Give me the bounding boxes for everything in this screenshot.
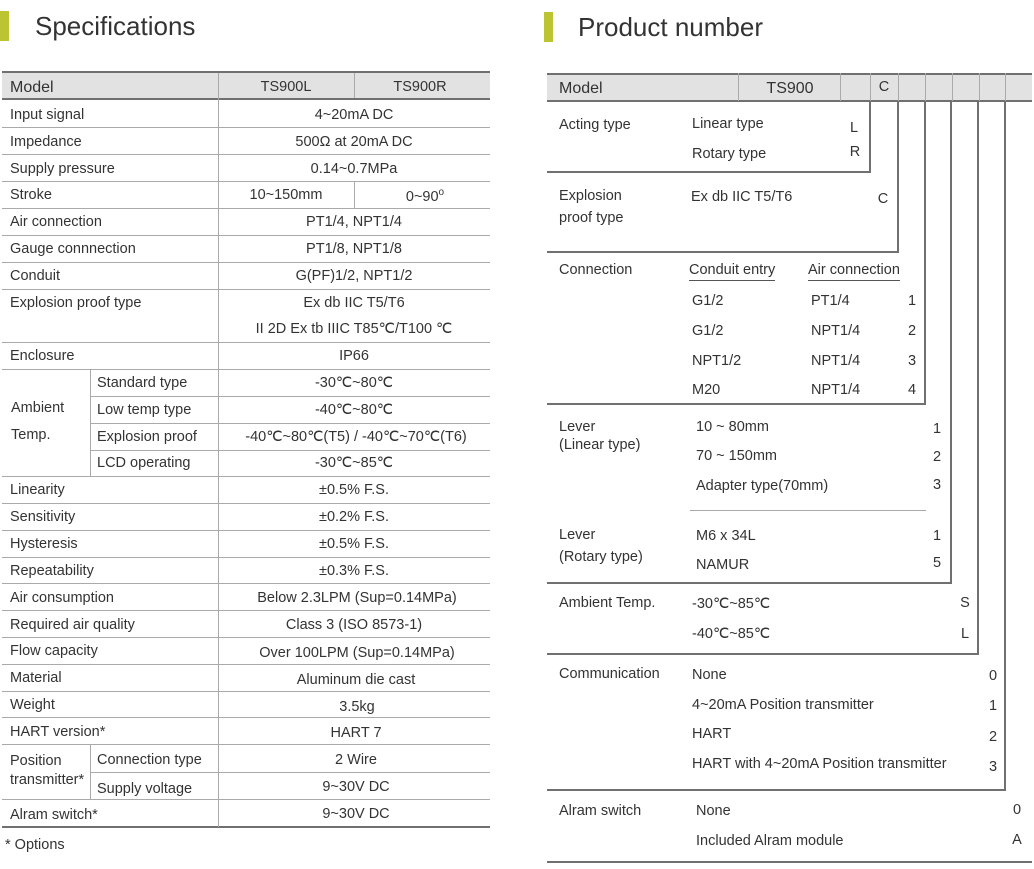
spec-value: ±0.5% F.S. bbox=[318, 482, 390, 498]
pn-option: HART with 4~20mA Position transmitter bbox=[692, 756, 947, 772]
spec-value: PT1/4, NPT1/4 bbox=[306, 214, 402, 230]
spec-header-bottom bbox=[2, 98, 490, 100]
row-divider bbox=[2, 637, 490, 638]
pn-model-label: Model bbox=[559, 80, 603, 97]
spec-label: Material bbox=[10, 670, 62, 686]
pn-section-label: Lever bbox=[559, 527, 596, 543]
pn-option: -40℃~85℃ bbox=[692, 626, 771, 642]
pn-header-divider bbox=[952, 73, 953, 101]
col-divider bbox=[354, 73, 355, 98]
row-divider bbox=[2, 181, 490, 182]
pn-title-bar bbox=[544, 12, 553, 42]
spec-value: PT1/8, NPT1/8 bbox=[306, 241, 402, 257]
pn-code: C bbox=[877, 191, 889, 207]
pn-section-label: (Linear type) bbox=[559, 437, 641, 453]
spec-label: Required air quality bbox=[10, 617, 135, 633]
spec-label: Air connection bbox=[10, 214, 102, 230]
connector-connection bbox=[924, 101, 926, 404]
spec-value: Over 100LPM (Sup=0.14MPa) bbox=[259, 645, 455, 661]
position-sub-label: Connection type bbox=[97, 752, 202, 768]
spec-label: Repeatability bbox=[10, 563, 94, 579]
connector-acting bbox=[869, 101, 871, 172]
spec-value: -30℃~85℃ bbox=[314, 455, 394, 471]
connector-ambient bbox=[977, 101, 979, 654]
row-divider bbox=[90, 772, 490, 773]
connector-explosion-base bbox=[547, 251, 899, 253]
spec-label: Air consumption bbox=[10, 590, 114, 606]
pn-header-divider bbox=[898, 73, 899, 101]
spec-value: Aluminum die cast bbox=[296, 672, 416, 688]
connector-communication-base bbox=[547, 789, 1006, 791]
connector-communication bbox=[1004, 101, 1006, 790]
spec-value: -40℃~80℃ bbox=[314, 402, 394, 418]
col-divider bbox=[90, 369, 91, 476]
pn-code: 3 bbox=[932, 477, 942, 493]
spec-label: Impedance bbox=[10, 134, 82, 150]
pn-code: 1 bbox=[907, 293, 917, 309]
row-divider bbox=[2, 208, 490, 209]
col-divider bbox=[354, 181, 355, 208]
spec-value: 9~30V DC bbox=[322, 779, 390, 795]
pn-option: Rotary type bbox=[692, 146, 767, 162]
spec-value: 9~30V DC bbox=[322, 806, 390, 822]
row-divider bbox=[2, 610, 490, 611]
row-divider bbox=[2, 717, 490, 718]
pn-section-label: (Rotary type) bbox=[559, 549, 643, 565]
pn-code: L bbox=[960, 626, 970, 642]
spec-value: Class 3 (ISO 8573-1) bbox=[285, 617, 423, 633]
pn-title: Product number bbox=[578, 12, 763, 42]
ambient-label: Ambient bbox=[11, 400, 65, 416]
row-divider bbox=[2, 744, 490, 745]
spec-label: Input signal bbox=[10, 107, 85, 123]
conduit-entry-header: Conduit entry bbox=[689, 263, 775, 281]
pn-code: 1 bbox=[932, 528, 942, 544]
pn-option: Included Alram module bbox=[696, 833, 844, 849]
connector-ambient-base bbox=[547, 653, 979, 655]
spec-value: 4~20mA DC bbox=[314, 107, 394, 123]
row-divider bbox=[2, 342, 490, 343]
pn-code: R bbox=[849, 144, 861, 160]
pn-option: 70 ~ 150mm bbox=[696, 448, 778, 464]
pn-section-label: Connection bbox=[559, 262, 633, 278]
spec-label: Conduit bbox=[10, 268, 60, 284]
connector-acting-base bbox=[547, 171, 871, 173]
spec-label: HART version* bbox=[10, 724, 106, 740]
ambient-sub-label: Low temp type bbox=[97, 402, 192, 418]
pn-code: 1 bbox=[988, 698, 998, 714]
row-divider bbox=[2, 799, 490, 800]
row-divider bbox=[2, 476, 490, 477]
spec-label: Alram switch* bbox=[10, 807, 98, 823]
pn-option: NAMUR bbox=[696, 557, 750, 573]
pn-option: NPT1/4 bbox=[811, 323, 861, 339]
connector-explosion bbox=[897, 101, 899, 252]
pn-header-divider bbox=[738, 73, 739, 101]
position-label: Position bbox=[10, 753, 62, 769]
pn-section-label: Lever bbox=[559, 419, 596, 435]
ambient-label: Temp. bbox=[11, 427, 51, 443]
pn-option: Adapter type(70mm) bbox=[696, 478, 829, 494]
spec-value: ±0.2% F.S. bbox=[318, 509, 390, 525]
pn-section-label: Ambient Temp. bbox=[559, 595, 656, 611]
spec-value: II 2D Ex tb IIIC T85℃/T100 ℃ bbox=[255, 321, 453, 337]
pn-code: 5 bbox=[932, 555, 942, 571]
col-divider bbox=[90, 744, 91, 799]
spec-value: 0.14~0.7MPa bbox=[310, 161, 398, 177]
spec-label: Linearity bbox=[10, 482, 65, 498]
spec-label: Explosion proof type bbox=[10, 295, 142, 311]
pn-header-divider bbox=[840, 73, 841, 101]
pn-top-border bbox=[547, 73, 1032, 75]
pn-code: A bbox=[1012, 832, 1022, 848]
spec-label: Gauge connnection bbox=[10, 241, 136, 257]
pn-option: None bbox=[692, 667, 727, 683]
pn-code: 2 bbox=[932, 449, 942, 465]
row-divider bbox=[90, 423, 490, 424]
pn-option: NPT1/2 bbox=[692, 353, 742, 369]
pn-section-label: Communication bbox=[559, 666, 660, 682]
pn-option: -30℃~85℃ bbox=[692, 596, 771, 612]
ambient-sub-label: Standard type bbox=[97, 375, 188, 391]
lever-separator bbox=[690, 510, 926, 511]
pn-header-divider bbox=[1005, 73, 1006, 101]
spec-value: ±0.5% F.S. bbox=[318, 536, 390, 552]
pn-section-label: Explosion bbox=[559, 188, 622, 204]
stroke-rotary-value: 0~90 bbox=[405, 188, 439, 205]
row-divider bbox=[90, 450, 490, 451]
pn-bottom-border bbox=[547, 861, 1032, 863]
spec-value: 3.5kg bbox=[339, 699, 375, 715]
pn-option: NPT1/4 bbox=[811, 382, 861, 398]
spec-label: Sensitivity bbox=[10, 509, 76, 525]
pn-header-code: C bbox=[878, 79, 890, 95]
spec-value: HART 7 bbox=[330, 725, 382, 741]
pn-code: 1 bbox=[932, 421, 942, 437]
pn-section-label: proof type bbox=[559, 210, 624, 226]
ambient-sub-label: LCD operating bbox=[97, 455, 191, 471]
spec-label: Stroke bbox=[10, 187, 52, 203]
row-divider bbox=[2, 503, 490, 504]
spec-model-label: Model bbox=[10, 79, 54, 96]
pn-option: None bbox=[696, 803, 731, 819]
pn-option: G1/2 bbox=[692, 323, 724, 339]
degree-superscript: o bbox=[438, 187, 445, 198]
pn-code: 0 bbox=[988, 668, 998, 684]
connector-connection-base bbox=[547, 403, 926, 405]
pn-section-label: Alram switch bbox=[559, 803, 642, 819]
pn-section-label: Acting type bbox=[559, 117, 631, 133]
pn-code: 2 bbox=[907, 323, 917, 339]
spec-value: 10~150mm bbox=[249, 187, 323, 203]
pn-option: Linear type bbox=[692, 116, 764, 132]
pn-code: 0 bbox=[1012, 802, 1022, 818]
spec-label: Flow capacity bbox=[10, 643, 98, 659]
pn-code: 4 bbox=[907, 382, 917, 398]
spec-value: Ex db IIC T5/T6 bbox=[303, 295, 405, 311]
spec-value: ±0.3% F.S. bbox=[318, 563, 390, 579]
pn-header-bottom bbox=[547, 100, 1032, 102]
spec-label: Enclosure bbox=[10, 348, 75, 364]
spec-value bbox=[406, 188, 444, 204]
air-connection-header: Air connection bbox=[808, 263, 900, 281]
ambient-sub-label: Explosion proof bbox=[97, 429, 197, 445]
spec-value: 500Ω at 20mA DC bbox=[295, 134, 413, 150]
pn-option: M6 x 34L bbox=[696, 528, 756, 544]
pn-code: 2 bbox=[988, 729, 998, 745]
row-divider bbox=[2, 691, 490, 692]
spec-value: G(PF)1/2, NPT1/2 bbox=[295, 268, 413, 284]
pn-header-divider bbox=[870, 73, 871, 101]
spec-bottom-border bbox=[2, 826, 490, 828]
row-divider bbox=[2, 127, 490, 128]
col-divider bbox=[218, 73, 219, 827]
pn-option: G1/2 bbox=[692, 293, 724, 309]
spec-value: -40℃~80℃(T5) / -40℃~70℃(T6) bbox=[245, 429, 467, 445]
spec-top-border bbox=[2, 71, 490, 73]
position-label: transmitter* bbox=[10, 772, 85, 788]
spec-model-r: TS900R bbox=[393, 79, 447, 95]
pn-code: 3 bbox=[907, 353, 917, 369]
connector-lever-base bbox=[547, 582, 952, 584]
row-divider bbox=[2, 583, 490, 584]
position-sub-label: Supply voltage bbox=[97, 781, 193, 797]
pn-option: Ex db IIC T5/T6 bbox=[691, 189, 793, 205]
pn-header-divider bbox=[979, 73, 980, 101]
spec-value: 2 Wire bbox=[335, 752, 377, 768]
connector-lever bbox=[950, 101, 952, 583]
spec-label: Hysteresis bbox=[10, 536, 78, 552]
pn-code: 3 bbox=[988, 759, 998, 775]
pn-option: NPT1/4 bbox=[811, 353, 861, 369]
pn-option: 10 ~ 80mm bbox=[696, 419, 769, 435]
pn-option: 4~20mA Position transmitter bbox=[692, 697, 874, 713]
row-divider bbox=[2, 664, 490, 665]
pn-option: PT1/4 bbox=[811, 293, 850, 309]
pn-option: HART bbox=[692, 726, 732, 742]
spec-label: Supply pressure bbox=[10, 161, 115, 177]
row-divider bbox=[2, 262, 490, 263]
pn-code: L bbox=[849, 120, 859, 136]
spec-model-l: TS900L bbox=[260, 79, 312, 95]
spec-value: IP66 bbox=[339, 348, 369, 364]
spec-title-bar bbox=[0, 11, 9, 41]
pn-header-divider bbox=[925, 73, 926, 101]
footnote: * Options bbox=[5, 837, 65, 853]
row-divider bbox=[2, 289, 490, 290]
pn-option: M20 bbox=[692, 382, 721, 398]
row-divider bbox=[2, 154, 490, 155]
row-divider bbox=[2, 235, 490, 236]
spec-label: Weight bbox=[10, 697, 55, 713]
spec-value: -30℃~80℃ bbox=[314, 375, 394, 391]
spec-value: Below 2.3LPM (Sup=0.14MPa) bbox=[257, 590, 457, 606]
row-divider bbox=[90, 396, 490, 397]
row-divider bbox=[2, 369, 490, 370]
row-divider bbox=[2, 530, 490, 531]
pn-model-value: TS900 bbox=[766, 80, 814, 97]
pn-code: S bbox=[960, 595, 970, 611]
spec-title: Specifications bbox=[35, 11, 196, 41]
row-divider bbox=[2, 557, 490, 558]
